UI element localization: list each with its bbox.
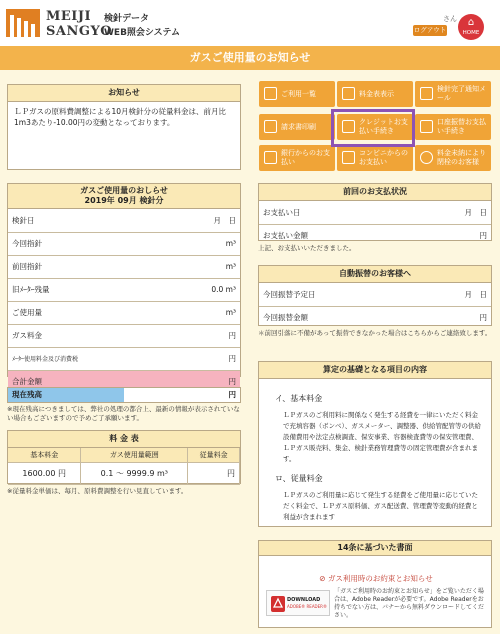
mail-icon <box>420 87 433 100</box>
system-subtitle: WEB照会システム <box>104 28 181 38</box>
rate-header-row <box>8 448 240 462</box>
usage-value: m³ <box>147 301 240 324</box>
table-row <box>8 301 240 324</box>
highlight-frame <box>331 109 415 147</box>
unpaid-closure-button[interactable] <box>415 145 491 171</box>
table-row <box>8 347 240 370</box>
table-icon <box>342 87 355 100</box>
bank-payment-button[interactable] <box>259 145 335 171</box>
print-invoice-button[interactable] <box>259 114 335 140</box>
range-from: 0.1 <box>100 468 114 478</box>
basis-item2-title: ロ、従量料金 <box>275 474 323 483</box>
balance-label: 現在残高 <box>8 388 124 402</box>
usage-value: 0.0 m³ <box>147 278 240 301</box>
table-row <box>8 462 240 484</box>
usage-label: 旧ﾒｰﾀｰ残量 <box>8 278 147 301</box>
usage-label: ガス料金 <box>8 324 147 347</box>
table-row <box>8 278 240 301</box>
pay-label: お支払い日 <box>259 201 398 224</box>
meiji-logo-icon <box>6 9 40 37</box>
usage-label: 今回指針 <box>8 232 147 255</box>
store-icon <box>342 151 355 164</box>
header <box>0 0 500 46</box>
user-honorific: さん <box>443 15 457 23</box>
basis-item1-title: イ、基本料金 <box>275 394 323 403</box>
pay-value: 月 日 <box>398 201 491 224</box>
adobe-reader-label: ADOBE® READER® <box>287 604 327 609</box>
auto-payment-note: ＊前回引落に不備があって振替できなかった場合はこちらからご連絡致します。 <box>258 329 492 337</box>
rate-note: ※従量料金単価は、毎月、原料費調整を行い見直しています。 <box>7 487 188 495</box>
table-row <box>259 283 491 306</box>
total-label: 合計金額 <box>8 370 147 393</box>
usage-label: ﾒｰﾀｰ使用料金及び消費税 <box>8 347 147 370</box>
button-label: ご利用一覧 <box>281 90 316 98</box>
basis-box <box>258 361 492 527</box>
range-tilde: 〜 <box>115 468 124 478</box>
brand-name: MEIJI <box>46 9 92 24</box>
basis-item1-text: ＬＰガスのご利用料に関係なく発生する経費を一律にいただく料金で充填容器（ボンベ）、ガスメーター、調整器、供給管配管等の供給設備費用や法定点検調査、保安事業、容器検査費等の保安管理費、ＬＰガス販売料、集金、検針業務管理費等の固定管理費が含まれます。 <box>283 411 481 463</box>
bank-icon <box>420 120 433 133</box>
system-title: 検針データ <box>104 14 150 24</box>
usage-range <box>81 462 188 484</box>
usage-title: ガスご使用量のおしらせ <box>80 186 168 195</box>
button-label: 銀行からのお支払い <box>281 149 330 166</box>
basis-body <box>259 379 491 529</box>
usage-period: 2019年 09月 検針分 <box>84 196 164 205</box>
notice-box <box>7 84 241 170</box>
alert-icon <box>420 151 433 164</box>
page-title: ガスご使用量のお知らせ <box>0 46 500 70</box>
range-to: 9999.9 <box>126 468 155 478</box>
home-label: HOME <box>462 30 480 36</box>
auto-label: 今回振替金額 <box>263 313 308 323</box>
usage-value: 円 <box>147 324 240 347</box>
auto-value: 円 <box>479 313 487 323</box>
usage-heading <box>8 184 240 209</box>
button-label: クレジットお支払い手続き <box>359 118 408 135</box>
button-label: コンビニからのお支払い <box>359 149 408 166</box>
balance-note: ※現在残高につきましては、弊社の処理の都合上、最新の情報が表示されていない場合もございますので予めご了承願います。 <box>7 405 240 422</box>
basis-item2-text: ＬＰガスのご利用量に応じて発生する経費をご使用量に応じていただく料金で、ＬＰガス原料価、ガス配送費、管理費等変動的経費と利益が含まれます <box>283 491 478 521</box>
alert-icon: ⊘ <box>319 574 328 583</box>
pay-label: お支払い金額 <box>263 231 308 241</box>
usage-table <box>8 209 240 394</box>
table-row <box>8 255 240 278</box>
bank-transfer-button[interactable] <box>415 114 491 140</box>
adobe-reader-banner[interactable] <box>266 590 330 616</box>
range-unit: m³ <box>157 468 168 478</box>
usage-label: 検針日 <box>8 209 147 232</box>
prev-payment-table <box>259 201 491 247</box>
adobe-text: 「ガスご利用時のお約束とお知らせ」をご覧いただく場合は、Adobe Readerが必要です。Adobe Readerをお持ちでない方は、バナーから無料ダウンロードしてください。 <box>334 588 484 619</box>
table-row <box>259 306 491 329</box>
gas-promise-link[interactable] <box>260 570 492 588</box>
basis-heading: 算定の基礎となる項目の内容 <box>259 362 491 379</box>
bank-icon <box>264 151 277 164</box>
button-label: 料金表表示 <box>359 90 394 98</box>
rate-heading: 料 金 表 <box>8 431 240 448</box>
usage-box <box>7 183 241 386</box>
total-value: 円 <box>147 370 240 393</box>
balance-row <box>7 387 241 403</box>
auto-payment-table <box>259 283 491 329</box>
button-label: 口座振替お支払い手続き <box>437 118 486 135</box>
prev-payment-note: 上記、お支払いいただきました。 <box>258 244 356 252</box>
prev-payment-box <box>258 183 492 241</box>
balance-value: 円 <box>228 390 236 399</box>
button-label: 請求書印刷 <box>281 123 316 131</box>
rate-col-range: ガス使用量範囲 <box>81 448 188 462</box>
pdf-icon <box>271 596 285 612</box>
auto-payment-box <box>258 265 492 326</box>
rate-col-per: 従量料金 <box>188 448 240 462</box>
rate-col-base: 基本料金 <box>8 448 81 462</box>
usage-label: 前回指針 <box>8 255 147 278</box>
table-row <box>8 324 240 347</box>
home-button[interactable] <box>458 14 484 40</box>
document-icon <box>264 120 277 133</box>
table-row <box>8 209 240 232</box>
rate-box <box>7 430 241 484</box>
prev-payment-heading: 前回のお支払状況 <box>259 184 491 201</box>
rate-table-button[interactable] <box>337 81 413 107</box>
logout-button[interactable]: ログアウト <box>413 26 447 34</box>
auto-label: 今回振替予定日 <box>259 283 398 306</box>
unit-price: 円 <box>188 462 240 484</box>
brand-name-2: SANGYO <box>46 24 113 39</box>
article14-heading: 14条に基づいた書面 <box>259 541 491 556</box>
base-fee: 1600.00 円 <box>8 462 81 484</box>
notice-heading: お知らせ <box>8 85 240 102</box>
table-row <box>8 232 240 255</box>
usage-list-button[interactable] <box>259 81 335 107</box>
table-row <box>259 201 491 224</box>
meter-mail-button[interactable] <box>415 81 491 107</box>
usage-value: m³ <box>147 232 240 255</box>
button-label: 検針完了通知メール <box>437 85 486 102</box>
rate-table <box>8 448 240 485</box>
notice-text: ＬＰガスの原料費調整による10月検針分の従量料金は、前月比1m3あたり-10.00円の変動となっております。 <box>14 107 227 127</box>
usage-label: ご使用量 <box>8 301 147 324</box>
auto-value: 月 日 <box>398 283 491 306</box>
pay-value: 円 <box>479 231 487 241</box>
convenience-store-button[interactable] <box>337 145 413 171</box>
calendar-icon <box>264 87 277 100</box>
adobe-download-label: DOWNLOAD <box>287 597 321 603</box>
usage-value: 円 <box>147 347 240 370</box>
usage-value: m³ <box>147 255 240 278</box>
gas-promise-label: ガス利用時のお約束とお知らせ <box>327 574 433 583</box>
home-icon: ⌂ <box>467 17 475 28</box>
auto-payment-heading: 自動振替のお客様へ <box>259 266 491 283</box>
button-label: 料金未納により閉栓のお客様 <box>437 149 486 166</box>
usage-value: 月 日 <box>147 209 240 232</box>
